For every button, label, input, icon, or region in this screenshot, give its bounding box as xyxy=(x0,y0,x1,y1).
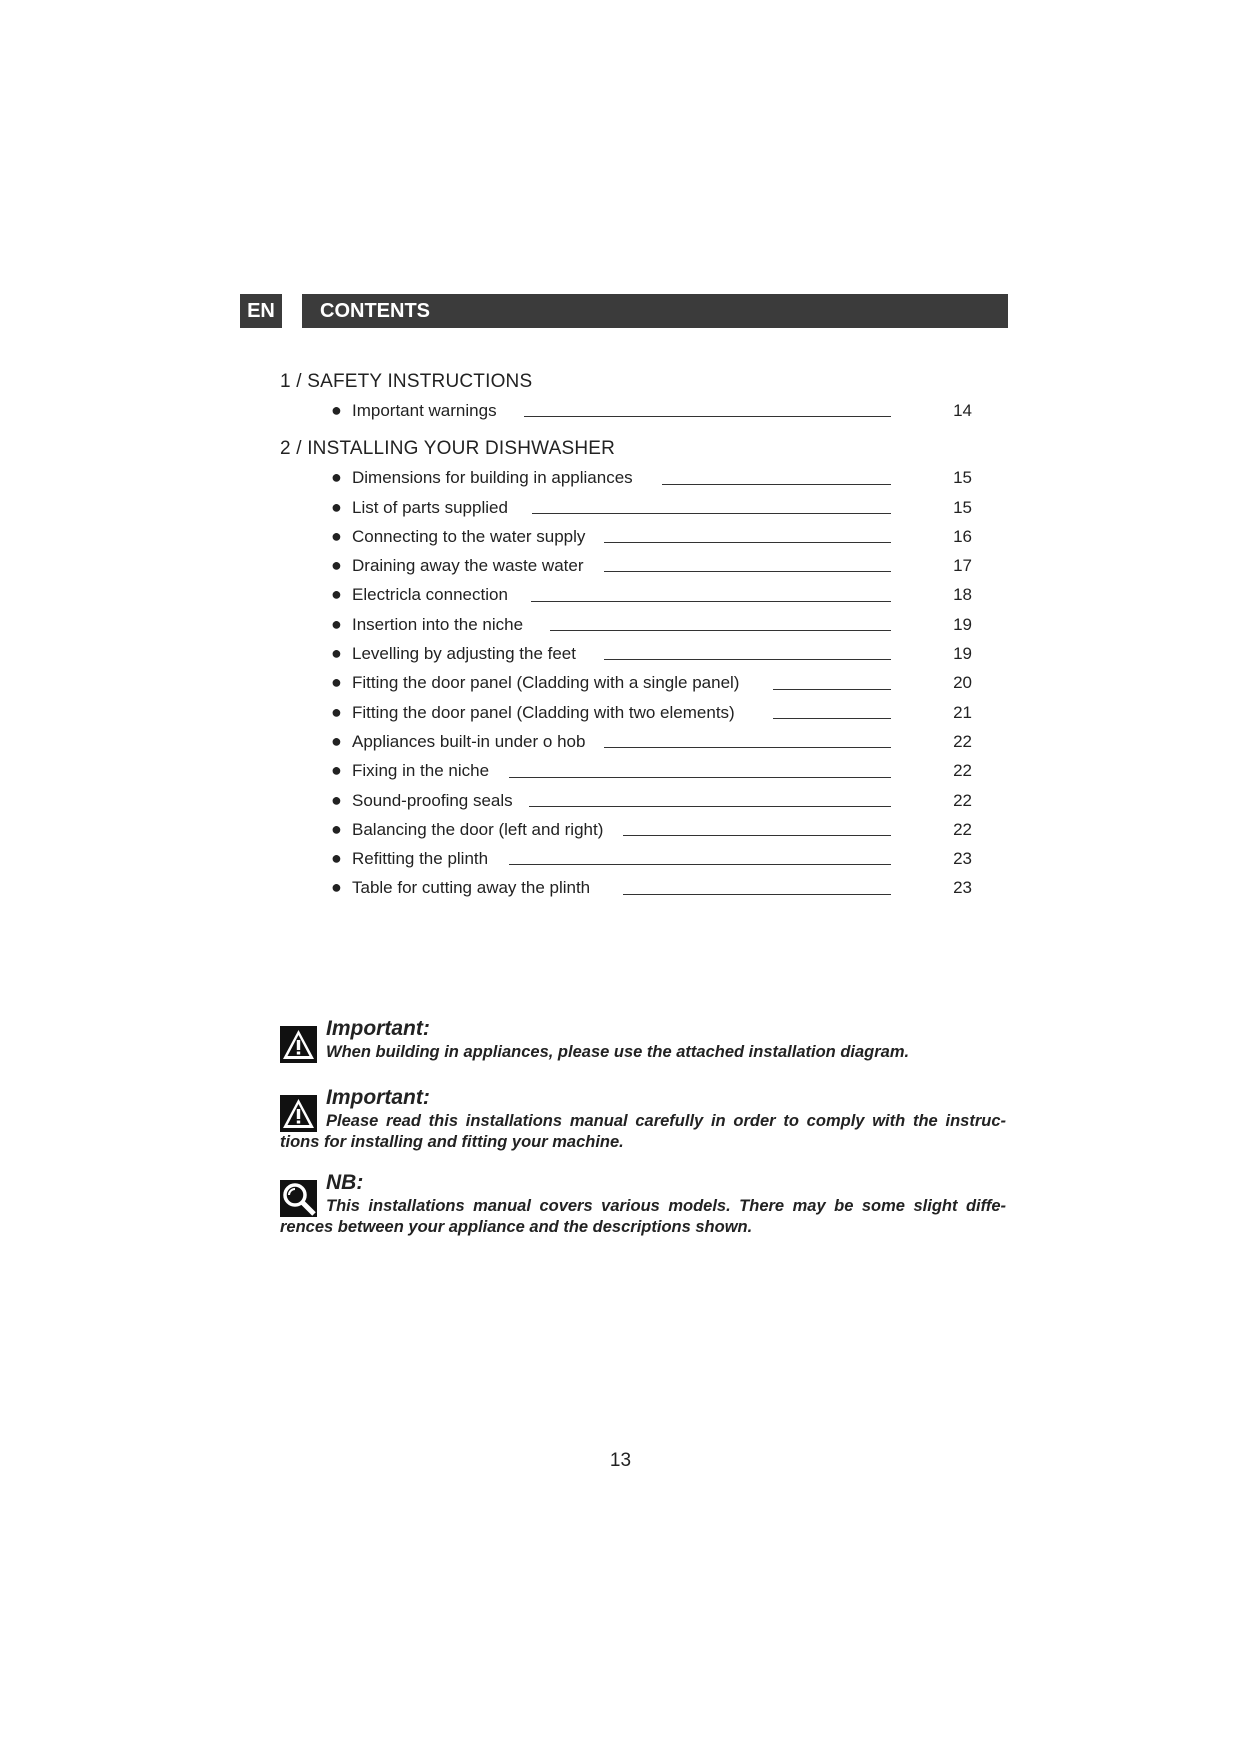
leader-line xyxy=(524,416,891,417)
toc-item-label: Fitting the door panel (Cladding with two elements) xyxy=(352,702,735,722)
toc-item xyxy=(280,610,980,639)
nb-notice xyxy=(280,1170,1006,1238)
contents-title-bar: CONTENTS xyxy=(302,294,1008,328)
bullet-icon: ● xyxy=(331,789,342,810)
toc-item-label: Dimensions for building in appliances xyxy=(352,468,633,488)
toc-item-page: 21 xyxy=(953,702,972,722)
bullet-icon: ● xyxy=(331,643,342,664)
toc-item-page: 17 xyxy=(953,556,972,576)
bullet-icon: ● xyxy=(331,848,342,869)
bullet-icon: ● xyxy=(331,584,342,605)
notice-text: This installations manual covers various models. There may be some slight diffe-rences between your appliance and the descriptions shown. xyxy=(280,1197,1006,1236)
leader-line xyxy=(623,894,891,895)
page-number: 13 xyxy=(609,1450,632,1471)
section-title: 2 / INSTALLING YOUR DISHWASHER xyxy=(280,438,616,460)
toc-item-page: 14 xyxy=(953,401,972,420)
notice-heading: NB: xyxy=(326,1171,364,1194)
notice-text: Please read this installations manual carefully in order to comply with the instruc-tions for installing and fitting your machine. xyxy=(280,1112,1006,1151)
toc-item-label: Important warnings xyxy=(352,401,497,420)
toc-item-label: Fixing in the niche xyxy=(352,761,490,781)
toc-item-page: 23 xyxy=(953,849,972,869)
toc-item-label: Table for cutting away the plinth xyxy=(352,878,591,898)
toc-item-page: 19 xyxy=(953,644,972,664)
bullet-icon: ● xyxy=(331,400,342,420)
warning-triangle-icon xyxy=(280,1026,317,1063)
leader-line xyxy=(509,777,891,778)
toc-item-label: Sound-proofing seals xyxy=(352,790,513,810)
toc-item xyxy=(280,727,980,756)
leader-line xyxy=(773,718,891,719)
toc-item xyxy=(280,756,980,785)
toc-item-label: Electricla connection xyxy=(352,585,508,605)
table-of-contents xyxy=(280,368,980,903)
toc-item-page: 22 xyxy=(953,731,972,751)
toc-item xyxy=(280,396,980,425)
toc-item xyxy=(280,698,980,727)
toc-item xyxy=(280,815,980,844)
language-tag: EN xyxy=(240,294,282,328)
leader-line xyxy=(604,747,891,748)
section-items xyxy=(280,396,980,425)
leader-line xyxy=(604,659,891,660)
toc-item-label: Appliances built-in under o hob xyxy=(352,731,586,751)
toc-item xyxy=(280,580,980,609)
leader-line xyxy=(604,571,891,572)
toc-item xyxy=(280,551,980,580)
toc-item-label: Refitting the plinth xyxy=(352,849,489,869)
important-notice xyxy=(280,1016,1006,1063)
bullet-icon: ● xyxy=(331,877,342,898)
toc-item xyxy=(280,522,980,551)
toc-item xyxy=(280,639,980,668)
leader-line xyxy=(604,542,891,543)
toc-item-page: 22 xyxy=(953,819,972,839)
bullet-icon: ● xyxy=(331,467,342,488)
section-items xyxy=(280,463,980,902)
bullet-icon: ● xyxy=(331,672,342,693)
toc-item-label: List of parts supplied xyxy=(352,497,508,517)
notice-heading: Important: xyxy=(326,1086,430,1109)
bullet-icon: ● xyxy=(331,730,342,751)
toc-item-page: 20 xyxy=(953,673,972,693)
bullet-icon: ● xyxy=(331,701,342,722)
bullet-icon: ● xyxy=(331,818,342,839)
leader-line xyxy=(623,835,891,836)
magnifier-icon xyxy=(280,1180,317,1217)
bullet-icon: ● xyxy=(331,760,342,781)
toc-item xyxy=(280,668,980,697)
leader-line xyxy=(529,806,891,807)
toc-item-label: Levelling by adjusting the feet xyxy=(352,644,576,664)
toc-item-label: Connecting to the water supply xyxy=(352,526,586,546)
notice-text: When building in appliances, please use the attached installation diagram. xyxy=(326,1043,910,1061)
toc-item-label: Insertion into the niche xyxy=(352,614,524,634)
toc-item-page: 23 xyxy=(953,878,972,898)
leader-line xyxy=(662,484,891,485)
toc-item-label: Balancing the door (left and right) xyxy=(352,819,604,839)
section-title: 1 / SAFETY INSTRUCTIONS xyxy=(280,371,533,392)
toc-item xyxy=(280,493,980,522)
warning-triangle-icon xyxy=(280,1095,317,1132)
toc-item-page: 16 xyxy=(953,526,972,546)
toc-item-page: 19 xyxy=(953,614,972,634)
toc-item xyxy=(280,844,980,873)
toc-item xyxy=(280,873,980,902)
bullet-icon: ● xyxy=(331,555,342,576)
toc-item-page: 15 xyxy=(953,497,972,517)
leader-line xyxy=(531,601,891,602)
leader-line xyxy=(550,630,891,631)
toc-item-page: 15 xyxy=(953,468,972,488)
toc-item-label: Draining away the waste water xyxy=(352,556,584,576)
important-notice xyxy=(280,1085,1006,1153)
toc-item-page: 22 xyxy=(953,761,972,781)
toc-item xyxy=(280,786,980,815)
leader-line xyxy=(532,513,891,514)
toc-item-page: 18 xyxy=(953,585,972,605)
bullet-icon: ● xyxy=(331,496,342,517)
leader-line xyxy=(773,689,891,690)
toc-item-page: 22 xyxy=(953,790,972,810)
bullet-icon: ● xyxy=(331,525,342,546)
leader-line xyxy=(509,864,891,865)
bullet-icon: ● xyxy=(331,613,342,634)
notice-heading: Important: xyxy=(326,1017,430,1040)
toc-item-label: Fitting the door panel (Cladding with a single panel) xyxy=(352,673,740,693)
toc-item xyxy=(280,463,980,492)
